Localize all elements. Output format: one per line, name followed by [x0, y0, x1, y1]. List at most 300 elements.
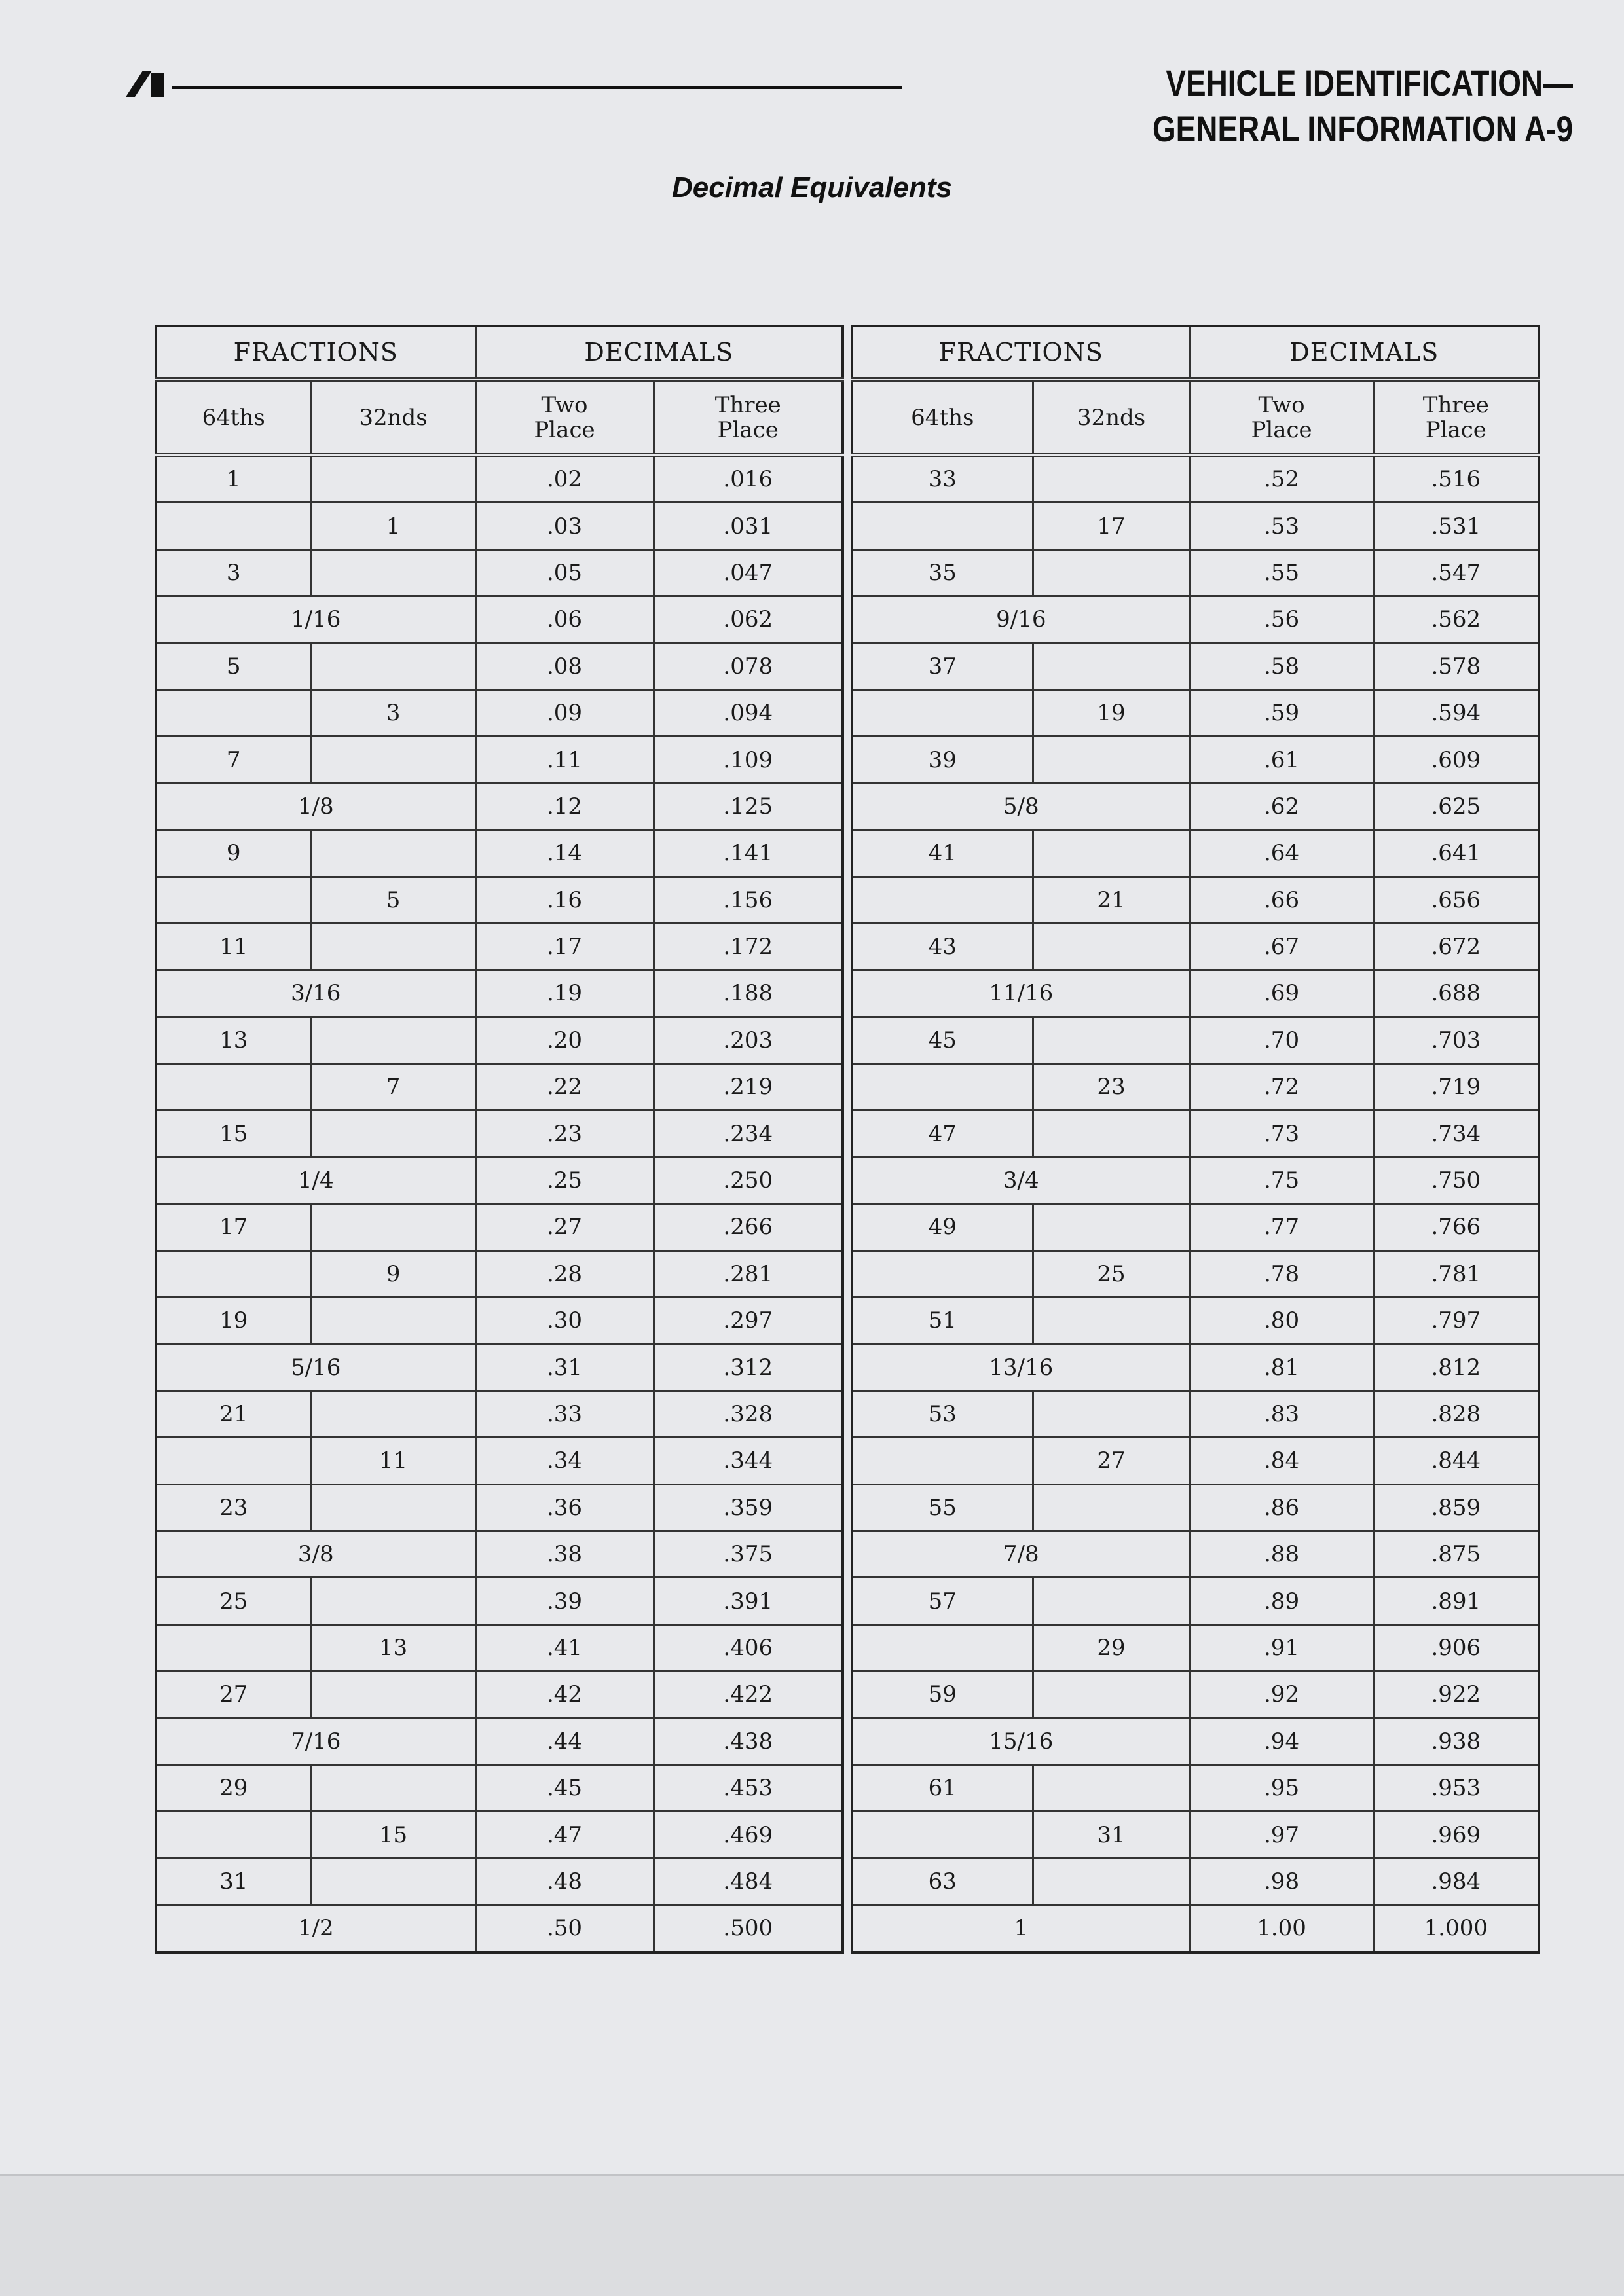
two-place-cell: .50	[475, 1905, 654, 1952]
three-place-cell: .422	[654, 1671, 843, 1718]
two-place-cell: .11	[475, 737, 654, 783]
table-row	[156, 689, 843, 736]
two-place-cell: .58	[1190, 643, 1373, 689]
sixty-fourths-cell	[156, 1064, 311, 1110]
sixty-fourths-cell	[156, 689, 311, 736]
col-two-place-header: Two Place	[1190, 380, 1373, 455]
thirty-seconds-cell	[311, 1671, 475, 1718]
thirty-seconds-cell	[1033, 1204, 1190, 1250]
thirty-seconds-cell	[1033, 643, 1190, 689]
three-place-cell: .109	[654, 737, 843, 783]
table-row	[852, 1344, 1539, 1391]
fraction-cell: 1/4	[156, 1157, 475, 1203]
thirty-seconds-cell: 21	[1033, 877, 1190, 923]
sixty-fourths-cell: 23	[156, 1484, 311, 1531]
two-place-cell: .72	[1190, 1064, 1373, 1110]
three-place-cell: .328	[654, 1391, 843, 1437]
thirty-seconds-cell	[1033, 923, 1190, 970]
thirty-seconds-cell: 3	[311, 689, 475, 736]
table-row	[852, 1578, 1539, 1624]
three-place-cell: .188	[654, 970, 843, 1017]
table-row	[156, 923, 843, 970]
fraction-cell: 5/8	[852, 783, 1190, 829]
table-row	[156, 596, 843, 643]
three-place-cell: .594	[1373, 689, 1539, 736]
three-place-cell: .406	[654, 1624, 843, 1671]
three-place-cell: .031	[654, 503, 843, 549]
col-32nds-header: 32nds	[1033, 380, 1190, 455]
thirty-seconds-cell	[311, 1017, 475, 1063]
thirty-seconds-cell	[1033, 1764, 1190, 1811]
thirty-seconds-cell	[1033, 1017, 1190, 1063]
thirty-seconds-cell	[1033, 1858, 1190, 1904]
table-row	[156, 1671, 843, 1718]
two-place-cell: .03	[475, 503, 654, 549]
thirty-seconds-cell	[311, 1764, 475, 1811]
two-place-cell: .14	[475, 830, 654, 877]
thirty-seconds-cell	[311, 830, 475, 877]
three-place-cell: .125	[654, 783, 843, 829]
two-place-cell: .47	[475, 1812, 654, 1858]
sixty-fourths-cell: 43	[852, 923, 1033, 970]
two-place-cell: .77	[1190, 1204, 1373, 1250]
table-row	[156, 549, 843, 596]
sixty-fourths-cell: 11	[156, 923, 311, 970]
header-rule	[172, 86, 902, 89]
three-place-cell: .938	[1373, 1718, 1539, 1764]
three-place-cell: .797	[1373, 1298, 1539, 1344]
fraction-cell: 11/16	[852, 970, 1190, 1017]
two-place-cell: .55	[1190, 549, 1373, 596]
two-place-cell: .12	[475, 783, 654, 829]
two-place-cell: .73	[1190, 1110, 1373, 1157]
three-place-cell: .547	[1373, 549, 1539, 596]
sixty-fourths-cell	[852, 689, 1033, 736]
fraction-cell: 5/16	[156, 1344, 475, 1391]
table-row	[852, 1250, 1539, 1297]
two-place-cell: .98	[1190, 1858, 1373, 1904]
two-place-cell: .70	[1190, 1017, 1373, 1063]
two-place-cell: .34	[475, 1438, 654, 1484]
two-place-cell: .48	[475, 1858, 654, 1904]
thirty-seconds-cell	[311, 643, 475, 689]
table-row	[852, 643, 1539, 689]
table-row	[852, 970, 1539, 1017]
two-place-cell: .45	[475, 1764, 654, 1811]
sixty-fourths-cell: 47	[852, 1110, 1033, 1157]
two-place-cell: .53	[1190, 503, 1373, 549]
two-place-cell: .20	[475, 1017, 654, 1063]
two-place-cell: .42	[475, 1671, 654, 1718]
two-place-cell: .94	[1190, 1718, 1373, 1764]
sixty-fourths-cell: 45	[852, 1017, 1033, 1063]
sixty-fourths-cell: 3	[156, 549, 311, 596]
col-three-place-header: Three Place	[654, 380, 843, 455]
table-row	[852, 1110, 1539, 1157]
thirty-seconds-cell: 1	[311, 503, 475, 549]
sixty-fourths-cell: 1	[156, 455, 311, 503]
table-row	[852, 830, 1539, 877]
thirty-seconds-cell	[311, 1298, 475, 1344]
thirty-seconds-cell	[311, 1204, 475, 1250]
sixty-fourths-cell	[852, 1624, 1033, 1671]
sixty-fourths-cell: 13	[156, 1017, 311, 1063]
three-place-cell: .875	[1373, 1531, 1539, 1577]
table-row	[156, 455, 843, 503]
three-place-cell: .750	[1373, 1157, 1539, 1203]
two-place-cell: .27	[475, 1204, 654, 1250]
two-place-cell: .64	[1190, 830, 1373, 877]
table-row	[156, 1764, 843, 1811]
two-place-cell: .44	[475, 1718, 654, 1764]
two-place-cell: .30	[475, 1298, 654, 1344]
three-place-cell: .016	[654, 455, 843, 503]
two-place-cell: .69	[1190, 970, 1373, 1017]
three-place-cell: .891	[1373, 1578, 1539, 1624]
table-row	[156, 643, 843, 689]
fractions-header: FRACTIONS	[852, 326, 1190, 380]
decimals-header: DECIMALS	[1190, 326, 1539, 380]
thirty-seconds-cell	[311, 923, 475, 970]
three-place-cell: .828	[1373, 1391, 1539, 1437]
three-place-cell: .344	[654, 1438, 843, 1484]
table-row	[852, 877, 1539, 923]
sixty-fourths-cell	[852, 877, 1033, 923]
two-place-cell: .09	[475, 689, 654, 736]
fraction-cell: 1/8	[156, 783, 475, 829]
two-place-cell: .22	[475, 1064, 654, 1110]
fraction-cell: 3/16	[156, 970, 475, 1017]
three-place-cell: .859	[1373, 1484, 1539, 1531]
fraction-cell: 1	[852, 1905, 1190, 1952]
table-row	[852, 1204, 1539, 1250]
table-row	[852, 1484, 1539, 1531]
two-place-cell: .95	[1190, 1764, 1373, 1811]
thirty-seconds-cell: 11	[311, 1438, 475, 1484]
brand-logo-icon	[126, 71, 165, 97]
three-place-cell: .719	[1373, 1064, 1539, 1110]
sixty-fourths-cell: 53	[852, 1391, 1033, 1437]
sixty-fourths-cell: 61	[852, 1764, 1033, 1811]
three-place-cell: .438	[654, 1718, 843, 1764]
thirty-seconds-cell: 23	[1033, 1064, 1190, 1110]
three-place-cell: .250	[654, 1157, 843, 1203]
thirty-seconds-cell: 27	[1033, 1438, 1190, 1484]
three-place-cell: .453	[654, 1764, 843, 1811]
three-place-cell: .391	[654, 1578, 843, 1624]
two-place-cell: .31	[475, 1344, 654, 1391]
sixty-fourths-cell: 37	[852, 643, 1033, 689]
table-row	[156, 1204, 843, 1250]
two-place-cell: .61	[1190, 737, 1373, 783]
sixty-fourths-cell	[852, 503, 1033, 549]
sixty-fourths-cell: 25	[156, 1578, 311, 1624]
thirty-seconds-cell	[311, 1858, 475, 1904]
two-place-cell: .16	[475, 877, 654, 923]
three-place-cell: .969	[1373, 1812, 1539, 1858]
two-place-cell: .59	[1190, 689, 1373, 736]
col-64ths-header: 64ths	[156, 380, 311, 455]
table-row	[156, 1531, 843, 1577]
two-place-cell: .08	[475, 643, 654, 689]
three-place-cell: .156	[654, 877, 843, 923]
thirty-seconds-cell	[311, 737, 475, 783]
two-place-cell: .62	[1190, 783, 1373, 829]
sixty-fourths-cell: 19	[156, 1298, 311, 1344]
two-place-cell: .05	[475, 549, 654, 596]
sixty-fourths-cell	[156, 1438, 311, 1484]
sixty-fourths-cell	[852, 1250, 1033, 1297]
three-place-cell: .094	[654, 689, 843, 736]
two-place-cell: .92	[1190, 1671, 1373, 1718]
sixty-fourths-cell: 39	[852, 737, 1033, 783]
three-place-cell: .781	[1373, 1250, 1539, 1297]
two-place-cell: .33	[475, 1391, 654, 1437]
sixty-fourths-cell: 35	[852, 549, 1033, 596]
table-row	[852, 1812, 1539, 1858]
fraction-cell: 7/16	[156, 1718, 475, 1764]
table-row	[156, 1858, 843, 1904]
table-row	[852, 1531, 1539, 1577]
sixty-fourths-cell	[156, 1624, 311, 1671]
thirty-seconds-cell	[1033, 549, 1190, 596]
table-row	[156, 1250, 843, 1297]
two-place-cell: .02	[475, 455, 654, 503]
table-row	[156, 1017, 843, 1063]
table-row	[852, 596, 1539, 643]
col-three-place-header: Three Place	[1373, 380, 1539, 455]
thirty-seconds-cell	[1033, 1484, 1190, 1531]
decimal-table-left	[155, 325, 844, 1954]
table-row	[156, 877, 843, 923]
two-place-cell: .78	[1190, 1250, 1373, 1297]
three-place-cell: .141	[654, 830, 843, 877]
sixty-fourths-cell: 27	[156, 1671, 311, 1718]
sixty-fourths-cell: 49	[852, 1204, 1033, 1250]
three-place-cell: .516	[1373, 455, 1539, 503]
three-place-cell: .578	[1373, 643, 1539, 689]
sixty-fourths-cell	[156, 1250, 311, 1297]
thirty-seconds-cell	[1033, 455, 1190, 503]
sixty-fourths-cell: 5	[156, 643, 311, 689]
three-place-cell: .203	[654, 1017, 843, 1063]
page-title: VEHICLE IDENTIFICATION—GENERAL INFORMATION A-9	[1152, 62, 1573, 149]
thirty-seconds-cell	[311, 549, 475, 596]
table-row	[156, 1298, 843, 1344]
sixty-fourths-cell: 41	[852, 830, 1033, 877]
sixty-fourths-cell: 33	[852, 455, 1033, 503]
table-row	[852, 503, 1539, 549]
three-place-cell: .484	[654, 1858, 843, 1904]
three-place-cell: .703	[1373, 1017, 1539, 1063]
fraction-cell: 3/4	[852, 1157, 1190, 1203]
three-place-cell: .297	[654, 1298, 843, 1344]
thirty-seconds-cell: 31	[1033, 1812, 1190, 1858]
sixty-fourths-cell	[852, 1812, 1033, 1858]
three-place-cell: .922	[1373, 1671, 1539, 1718]
three-place-cell: .172	[654, 923, 843, 970]
three-place-cell: .219	[654, 1064, 843, 1110]
three-place-cell: .469	[654, 1812, 843, 1858]
sixty-fourths-cell	[852, 1438, 1033, 1484]
three-place-cell: .672	[1373, 923, 1539, 970]
table-row	[156, 830, 843, 877]
three-place-cell: .359	[654, 1484, 843, 1531]
table-row	[156, 1391, 843, 1437]
three-place-cell: .953	[1373, 1764, 1539, 1811]
table-row	[852, 1718, 1539, 1764]
table-row	[852, 1671, 1539, 1718]
two-place-cell: 1.00	[1190, 1905, 1373, 1952]
two-place-cell: .80	[1190, 1298, 1373, 1344]
three-place-cell: .688	[1373, 970, 1539, 1017]
thirty-seconds-cell: 29	[1033, 1624, 1190, 1671]
section-title: Decimal Equivalents	[672, 172, 952, 204]
thirty-seconds-cell: 17	[1033, 503, 1190, 549]
two-place-cell: .28	[475, 1250, 654, 1297]
fraction-cell: 1/2	[156, 1905, 475, 1952]
thirty-seconds-cell	[311, 1391, 475, 1437]
two-place-cell: .89	[1190, 1578, 1373, 1624]
page-header	[126, 60, 1573, 149]
three-place-cell: .609	[1373, 737, 1539, 783]
three-place-cell: .281	[654, 1250, 843, 1297]
table-row	[852, 455, 1539, 503]
thirty-seconds-cell: 7	[311, 1064, 475, 1110]
table-row	[156, 1905, 843, 1952]
two-place-cell: .41	[475, 1624, 654, 1671]
two-place-cell: .52	[1190, 455, 1373, 503]
two-place-cell: .84	[1190, 1438, 1373, 1484]
three-place-cell: .531	[1373, 503, 1539, 549]
sixty-fourths-cell: 21	[156, 1391, 311, 1437]
table-row	[156, 737, 843, 783]
three-place-cell: .062	[654, 596, 843, 643]
three-place-cell: .641	[1373, 830, 1539, 877]
two-place-cell: .83	[1190, 1391, 1373, 1437]
two-place-cell: .66	[1190, 877, 1373, 923]
two-place-cell: .06	[475, 596, 654, 643]
fraction-cell: 15/16	[852, 1718, 1190, 1764]
table-row	[156, 1438, 843, 1484]
thirty-seconds-cell	[311, 1484, 475, 1531]
two-place-cell: .25	[475, 1157, 654, 1203]
thirty-seconds-cell	[1033, 1578, 1190, 1624]
thirty-seconds-cell: 13	[311, 1624, 475, 1671]
col-two-place-header: Two Place	[475, 380, 654, 455]
two-place-cell: .86	[1190, 1484, 1373, 1531]
table-row	[156, 1484, 843, 1531]
three-place-cell: .812	[1373, 1344, 1539, 1391]
three-place-cell: .734	[1373, 1110, 1539, 1157]
sixty-fourths-cell	[156, 503, 311, 549]
table-row	[156, 1064, 843, 1110]
three-place-cell: .500	[654, 1905, 843, 1952]
sixty-fourths-cell	[852, 1064, 1033, 1110]
table-row	[156, 1624, 843, 1671]
col-64ths-header: 64ths	[852, 380, 1033, 455]
thirty-seconds-cell	[1033, 830, 1190, 877]
table-row	[156, 1157, 843, 1203]
thirty-seconds-cell	[311, 455, 475, 503]
table-row	[852, 1438, 1539, 1484]
three-place-cell: .375	[654, 1531, 843, 1577]
two-place-cell: .17	[475, 923, 654, 970]
three-place-cell: .312	[654, 1344, 843, 1391]
two-place-cell: .23	[475, 1110, 654, 1157]
table-row	[852, 1764, 1539, 1811]
two-place-cell: .75	[1190, 1157, 1373, 1203]
sixty-fourths-cell: 55	[852, 1484, 1033, 1531]
three-place-cell: .844	[1373, 1438, 1539, 1484]
three-place-cell: .047	[654, 549, 843, 596]
sixty-fourths-cell: 9	[156, 830, 311, 877]
three-place-cell: .766	[1373, 1204, 1539, 1250]
fraction-cell: 7/8	[852, 1531, 1190, 1577]
thirty-seconds-cell	[1033, 1671, 1190, 1718]
two-place-cell: .19	[475, 970, 654, 1017]
table-row	[852, 1017, 1539, 1063]
three-place-cell: .078	[654, 643, 843, 689]
two-place-cell: .88	[1190, 1531, 1373, 1577]
three-place-cell: .625	[1373, 783, 1539, 829]
sixty-fourths-cell: 17	[156, 1204, 311, 1250]
two-place-cell: .97	[1190, 1812, 1373, 1858]
sixty-fourths-cell	[156, 877, 311, 923]
two-place-cell: .56	[1190, 596, 1373, 643]
table-row	[852, 737, 1539, 783]
two-place-cell: .38	[475, 1531, 654, 1577]
table-row	[852, 783, 1539, 829]
table-row	[156, 1812, 843, 1858]
table-row	[156, 970, 843, 1017]
table-row	[156, 783, 843, 829]
fraction-cell: 3/8	[156, 1531, 475, 1577]
table-row	[852, 689, 1539, 736]
three-place-cell: .266	[654, 1204, 843, 1250]
two-place-cell: .39	[475, 1578, 654, 1624]
thirty-seconds-cell: 25	[1033, 1250, 1190, 1297]
table-row	[852, 923, 1539, 970]
table-row	[156, 1110, 843, 1157]
col-32nds-header: 32nds	[311, 380, 475, 455]
two-place-cell: .81	[1190, 1344, 1373, 1391]
table-row	[852, 1298, 1539, 1344]
sixty-fourths-cell: 59	[852, 1671, 1033, 1718]
thirty-seconds-cell	[311, 1578, 475, 1624]
decimal-equivalents-tables	[155, 325, 1535, 1954]
thirty-seconds-cell: 15	[311, 1812, 475, 1858]
sixty-fourths-cell: 63	[852, 1858, 1033, 1904]
two-place-cell: .36	[475, 1484, 654, 1531]
sixty-fourths-cell: 51	[852, 1298, 1033, 1344]
thirty-seconds-cell	[311, 1110, 475, 1157]
thirty-seconds-cell	[1033, 737, 1190, 783]
table-row	[852, 1858, 1539, 1904]
two-place-cell: .91	[1190, 1624, 1373, 1671]
table-row	[852, 1624, 1539, 1671]
thirty-seconds-cell	[1033, 1391, 1190, 1437]
two-place-cell: .67	[1190, 923, 1373, 970]
table-row	[852, 1064, 1539, 1110]
three-place-cell: .562	[1373, 596, 1539, 643]
thirty-seconds-cell	[1033, 1298, 1190, 1344]
table-row	[156, 1578, 843, 1624]
thirty-seconds-cell: 5	[311, 877, 475, 923]
sixty-fourths-cell: 7	[156, 737, 311, 783]
three-place-cell: .656	[1373, 877, 1539, 923]
thirty-seconds-cell: 9	[311, 1250, 475, 1297]
